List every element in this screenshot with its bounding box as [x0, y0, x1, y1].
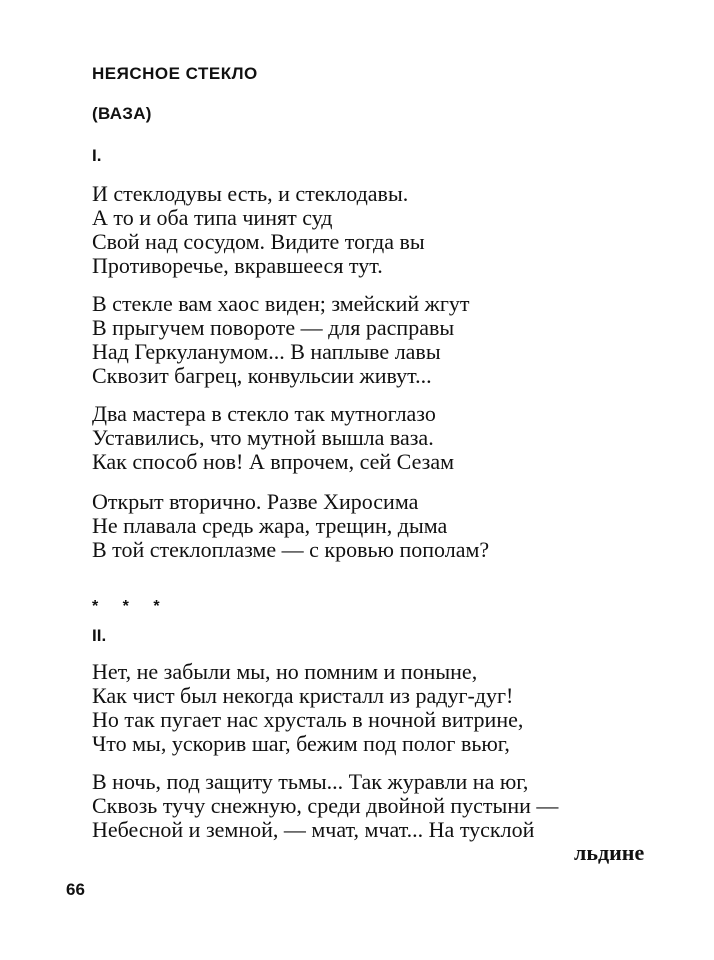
poem-line: В той стеклоплазме — с кровью пополам?: [92, 537, 490, 562]
stanza-1-2: [92, 292, 470, 388]
stanza-1-4: [92, 490, 489, 562]
poem-line: Как способ нов! А впрочем, сей Сезам: [92, 449, 455, 474]
runover-word: льдине: [574, 840, 645, 865]
poem-line: Свой над сосудом. Видите тогда вы: [92, 229, 425, 254]
poem-line: Но так пугает нас хрусталь в ночной витрине,: [92, 707, 524, 732]
poem-line: В стекле вам хаос виден; змейский жгут: [92, 291, 470, 316]
stanza-1-1: [92, 182, 425, 278]
poem-line: Как чист был некогда кристалл из радуг-дуг!: [92, 683, 514, 708]
stanza-1-3: [92, 402, 454, 474]
stanza-2-2: [92, 770, 558, 842]
section-number-2: II.: [92, 626, 107, 645]
page-number: 66: [66, 880, 85, 899]
poem-line: И стеклодувы есть, и стеклодавы.: [92, 181, 409, 206]
poem-line: Противоречье, вкравшееся тут.: [92, 253, 383, 278]
section-separator: * * *: [92, 598, 170, 615]
poem-line: Над Геркуланумом... В наплыве лавы: [92, 339, 441, 364]
section-number-1: I.: [92, 146, 102, 165]
poem-line: Небесной и земной, — мчат, мчат... На тусклой: [92, 817, 535, 842]
poem-line: Уставились, что мутной вышла ваза.: [92, 425, 434, 450]
poem-line: Открыт вторично. Разве Хиросима: [92, 489, 419, 514]
poem-line: Не плавала средь жара, трещин, дыма: [92, 513, 448, 538]
poem-line: Два мастера в стекло так мутноглазо: [92, 401, 436, 426]
poem-line: Что мы, ускорив шаг, бежим под полог вьюг,: [92, 731, 510, 756]
poem-title: НЕЯСНОЕ СТЕКЛО: [92, 64, 258, 83]
poem-line: Нет, не забыли мы, но помним и поныне,: [92, 659, 478, 684]
poem-line: Сквозь тучу снежную, среди двойной пустыни —: [92, 793, 559, 818]
stanza-2-1: [92, 660, 523, 756]
poem-line: В прыгучем повороте — для расправы: [92, 315, 455, 340]
poem-line: В ночь, под защиту тьмы... Так журавли на юг,: [92, 769, 529, 794]
poem-line: А то и оба типа чинят суд: [92, 205, 333, 230]
poem-line: Сквозит багрец, конвульсии живут...: [92, 363, 432, 388]
poem-subtitle: (ВАЗА): [92, 104, 152, 123]
